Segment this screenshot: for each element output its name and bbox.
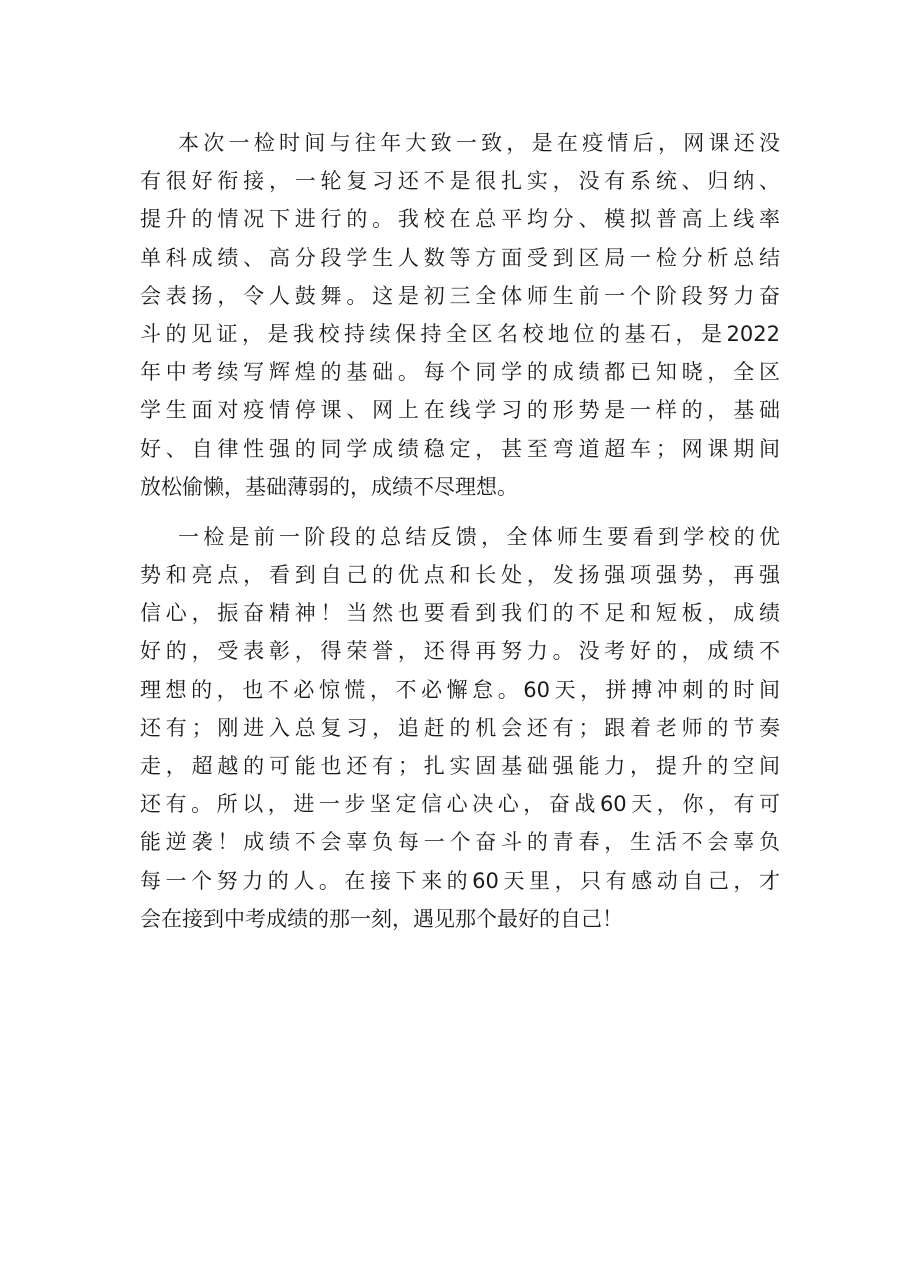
text-line: 信心，振奋精神！当然也要看到我们的不足和短板，成绩 <box>140 601 780 626</box>
paragraph-2 <box>140 518 780 938</box>
text-line: 理想的，也不必惊慌，不必懈怠。60天，拼搏冲刺的时间 <box>140 677 780 702</box>
text-line: 单科成绩、高分段学生人数等方面受到区局一检分析总结 <box>140 245 780 270</box>
text-line: 能逆袭！成绩不会辜负每一个奋斗的青春，生活不会辜负 <box>140 830 780 855</box>
text-line: 本次一检时间与往年大致一致，是在疫情后，网课还没 <box>178 131 780 155</box>
document-body <box>140 124 780 938</box>
text-line: 好的，受表彰，得荣誉，还得再努力。没考好的，成绩不 <box>140 639 780 664</box>
text-line: 势和亮点，看到自己的优点和长处，发扬强项强势，再强 <box>140 563 780 588</box>
text-line: 每一个努力的人。在接下来的60天里，只有感动自己，才 <box>140 868 780 893</box>
text-line: 放松偷懒，基础薄弱的，成绩不尽理想。 <box>140 474 518 499</box>
text-line: 还有；刚进入总复习，追赶的机会还有；跟着老师的节奏 <box>140 715 780 740</box>
text-line: 年中考续写辉煌的基础。每个同学的成绩都已知晓，全区 <box>140 360 780 385</box>
text-line: 会表扬，令人鼓舞。这是初三全体师生前一个阶段努力奋 <box>140 283 780 308</box>
text-line: 一检是前一阶段的总结反馈，全体师生要看到学校的优 <box>178 524 780 549</box>
paragraph-1 <box>140 124 780 506</box>
text-line: 走，超越的可能也还有；扎实固基础强能力，提升的空间 <box>140 754 780 778</box>
text-line: 提升的情况下进行的。我校在总平均分、模拟普高上线率 <box>140 207 780 232</box>
text-line: 斗的见证，是我校持续保持全区名校地位的基石，是2022 <box>140 321 780 346</box>
text-line: 好、自律性强的同学成绩稳定，甚至弯道超车；网课期间 <box>140 436 780 461</box>
text-line: 还有。所以，进一步坚定信心决心，奋战60天，你，有可 <box>140 792 780 817</box>
text-line: 学生面对疫情停课、网上在线学习的形势是一样的，基础 <box>140 398 780 423</box>
text-line: 会在接到中考成绩的那一刻，遇见那个最好的自己！ <box>140 906 623 931</box>
text-line: 有很好衔接，一轮复习还不是很扎实，没有系统、归纳、 <box>140 169 780 194</box>
